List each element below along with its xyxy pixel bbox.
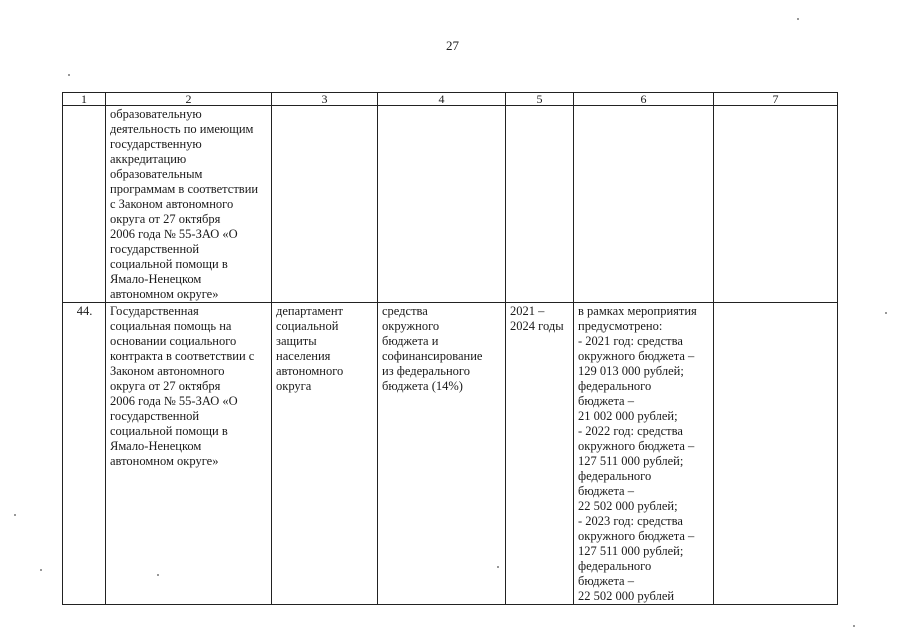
scan-speck bbox=[40, 569, 42, 571]
table-row bbox=[63, 106, 838, 303]
notes-cell bbox=[714, 106, 838, 303]
measure-name-cell: образовательную деятельность по имеющим государственную аккредитацию образовательным программам в соответствии с Законом автономного округа от 27 октября 2006 года № 55-ЗАО «О государственной социальной помощи в Ямало-Ненецком автономном округе» bbox=[106, 106, 272, 303]
scan-speck bbox=[885, 312, 887, 314]
document-table bbox=[62, 92, 838, 605]
funding-source-cell: средства окружного бюджета и софинансирование из федерального бюджета (14%) bbox=[378, 303, 506, 605]
scan-speck bbox=[14, 514, 16, 516]
page-number: 27 bbox=[446, 38, 459, 53]
column-header-7: 7 bbox=[714, 93, 838, 106]
column-header-6: 6 bbox=[574, 93, 714, 106]
scan-speck bbox=[853, 625, 855, 627]
executor-cell: департамент социальной защиты населения автономного округа bbox=[272, 303, 378, 605]
executor-cell bbox=[272, 106, 378, 303]
scan-speck bbox=[68, 74, 70, 76]
period-cell: 2021 – 2024 годы bbox=[506, 303, 574, 605]
column-header-3: 3 bbox=[272, 93, 378, 106]
row-number-cell bbox=[63, 106, 106, 303]
funding-source-cell bbox=[378, 106, 506, 303]
column-header-1: 1 bbox=[63, 93, 106, 106]
table-row bbox=[63, 303, 838, 605]
table-header-row bbox=[63, 93, 838, 106]
row-number-cell: 44. bbox=[63, 303, 106, 605]
notes-cell bbox=[714, 303, 838, 605]
scan-speck bbox=[157, 574, 159, 576]
scan-speck bbox=[797, 18, 799, 20]
measure-name-cell: Государственная социальная помощь на основании социального контракта в соответствии с Законом автономного округа от 27 октября 2006 года № 55-ЗАО «О государственной социальной помощи в Ямало-Ненецком автономном округе» bbox=[106, 303, 272, 605]
column-header-4: 4 bbox=[378, 93, 506, 106]
funding-details-cell bbox=[574, 106, 714, 303]
period-cell bbox=[506, 106, 574, 303]
column-header-5: 5 bbox=[506, 93, 574, 106]
scan-speck bbox=[497, 566, 499, 568]
funding-details-cell: в рамках мероприятия предусмотрено: - 2021 год: средства окружного бюджета – 129 013 000 рублей; федерального бюджета – 21 002 000 рублей; - 2022 год: средства окружного бюджета – 127 511 000 рублей; федерального бюджета – 22 502 000 рублей; - 2023 год: средства окружного бюджета – 127 511 000 рублей; федерального бюджета – 22 502 000 рублей bbox=[574, 303, 714, 605]
column-header-2: 2 bbox=[106, 93, 272, 106]
